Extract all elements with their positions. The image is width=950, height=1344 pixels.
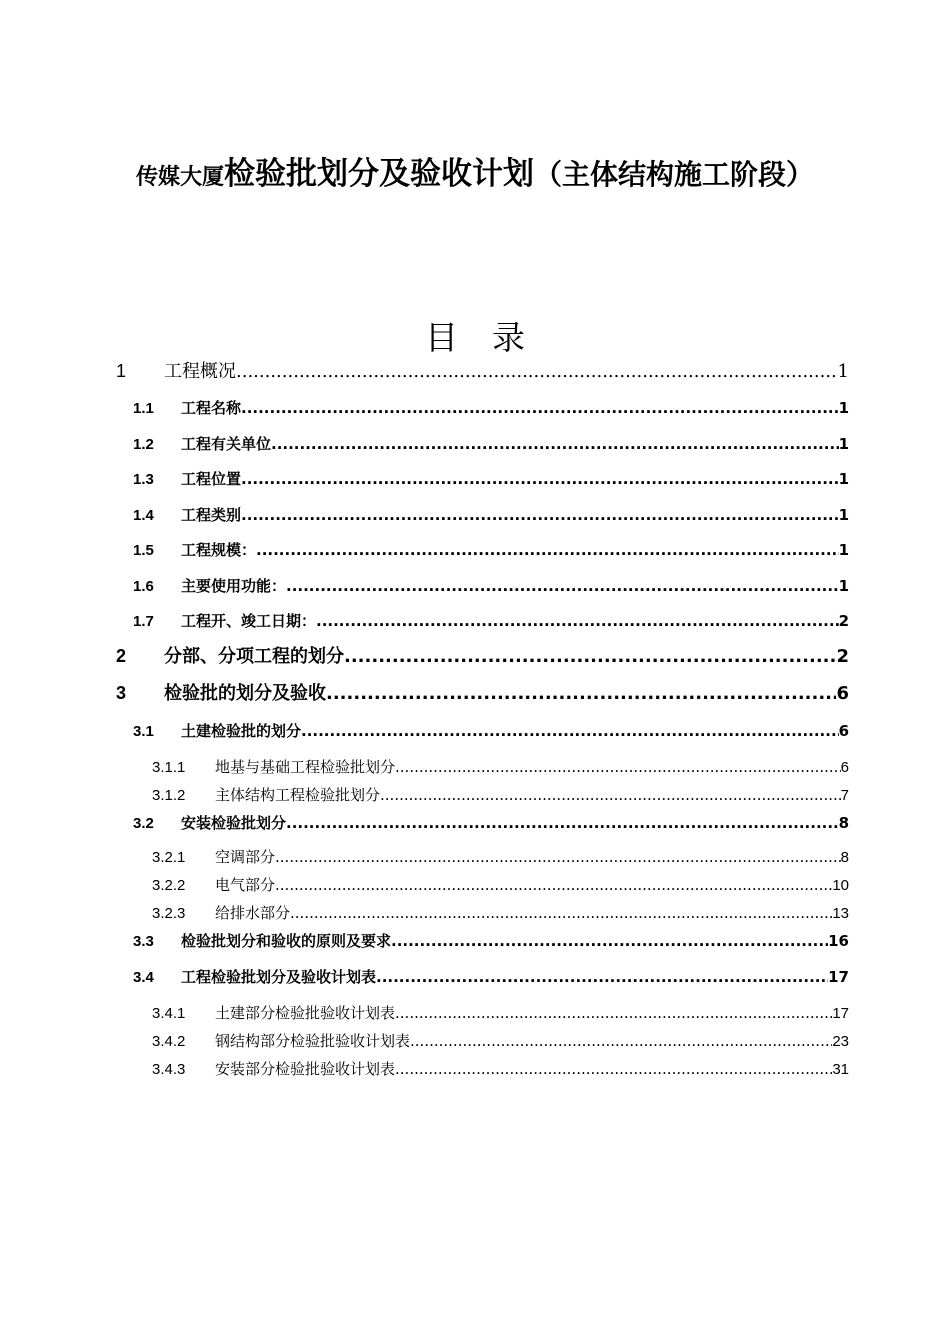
toc-entry-label: 工程类别 — [181, 506, 242, 524]
toc-entry-page: 6 — [840, 759, 849, 776]
toc-entry-label: 工程有关单位 — [181, 435, 272, 453]
toc-entry-label: 钢结构部分检验批验收计划表 — [215, 1032, 411, 1050]
toc-entry-number: 3.2.2 — [152, 877, 186, 894]
toc-entry[interactable] — [152, 786, 849, 805]
toc-entry-label: 电气部分 — [215, 876, 276, 894]
toc-entry[interactable] — [152, 1060, 849, 1079]
toc-entry-page: 8 — [840, 849, 849, 866]
toc-leader-dots — [301, 722, 839, 740]
toc-entry[interactable] — [152, 1032, 849, 1051]
toc-leader-dots — [271, 435, 839, 453]
toc-entry-number: 1.4 — [133, 507, 154, 524]
toc-entry-number: 3.1.1 — [152, 759, 186, 776]
toc-entry-label: 安装部分检验批验收计划表 — [215, 1060, 396, 1078]
toc-entry-page: 1 — [837, 361, 849, 382]
toc-leader-dots — [395, 1060, 832, 1078]
toc-leader-dots — [256, 541, 839, 559]
toc-entry-label: 检验批划分和验收的原则及要求 — [181, 932, 392, 950]
toc-entry-number: 1.7 — [133, 613, 154, 630]
toc-entry-number: 3.4.3 — [152, 1061, 186, 1078]
title-prefix: 传媒大厦 — [135, 164, 224, 190]
toc-entry[interactable] — [133, 932, 849, 951]
toc-entry-label: 主体结构工程检验批划分 — [215, 786, 381, 804]
toc-leader-dots — [286, 814, 839, 832]
toc-entry[interactable] — [116, 646, 849, 668]
toc-entry-number: 2 — [116, 646, 127, 666]
toc-entry[interactable] — [133, 435, 849, 454]
toc-leader-dots — [395, 758, 841, 776]
toc-entry-page: 6 — [838, 722, 849, 740]
toc-leader-dots — [241, 470, 839, 488]
toc-entry-page: 17 — [832, 1005, 849, 1022]
toc-entry-number: 1.5 — [133, 542, 154, 559]
toc-leader-dots — [376, 968, 828, 986]
toc-leader-dots — [275, 876, 832, 894]
toc-entry-label: 工程检验批划分及验收计划表 — [181, 968, 377, 986]
toc-entry-number: 3.2 — [133, 815, 154, 832]
toc-entry[interactable] — [133, 722, 849, 741]
toc-entry-label: 安装检验批划分 — [181, 814, 287, 832]
toc-entry-label: 地基与基础工程检验批划分 — [215, 758, 396, 776]
toc-entry[interactable] — [133, 968, 849, 987]
toc-leader-dots — [275, 848, 841, 866]
toc-entry[interactable] — [133, 506, 849, 525]
title-main: 检验批划分及验收计划 — [224, 156, 534, 192]
toc-entry-number: 3.4 — [133, 969, 154, 986]
toc-entry-number: 1.3 — [133, 471, 154, 488]
toc-leader-dots — [316, 612, 839, 630]
document-title — [100, 150, 850, 203]
toc-entry-page: 1 — [838, 399, 849, 417]
toc-leader-dots — [241, 506, 839, 524]
toc-entry[interactable] — [133, 399, 849, 418]
toc-entry-label: 工程名称 — [181, 399, 242, 417]
toc-entry[interactable] — [116, 683, 849, 705]
toc-entry-number: 1.6 — [133, 578, 154, 595]
toc-leader-dots — [290, 904, 832, 922]
toc-entry-number: 3.4.2 — [152, 1033, 186, 1050]
toc-entry[interactable] — [152, 758, 849, 777]
toc-leader-dots — [326, 683, 836, 705]
toc-entry-page: 1 — [838, 435, 849, 453]
toc-entry-label: 空调部分 — [215, 848, 276, 866]
toc-entry-number: 3.1.2 — [152, 787, 186, 804]
toc-entry[interactable] — [152, 1004, 849, 1023]
toc-entry-page: 2 — [836, 646, 849, 667]
title-suffix: （主体结构施工阶段） — [534, 158, 815, 191]
toc-heading: 目录 — [425, 318, 559, 357]
toc-entry[interactable] — [152, 876, 849, 895]
toc-entry-label: 给排水部分 — [215, 904, 291, 922]
toc-leader-dots — [391, 932, 828, 950]
toc-leader-dots — [380, 786, 841, 804]
toc-entry-page: 6 — [836, 683, 849, 704]
toc-entry[interactable] — [116, 361, 849, 383]
toc-entry-number: 1.2 — [133, 436, 154, 453]
toc-entry[interactable] — [152, 848, 849, 867]
toc-entry-page: 31 — [832, 1061, 849, 1078]
toc-entry-number: 3 — [116, 683, 127, 703]
toc-entry-page: 1 — [838, 470, 849, 488]
toc-entry-page: 1 — [838, 577, 849, 595]
toc-entry-label: 工程位置 — [181, 470, 242, 488]
toc-entry-page: 1 — [838, 506, 849, 524]
toc-leader-dots — [344, 646, 836, 668]
toc-entry-page: 10 — [832, 877, 849, 894]
toc-entry-label: 分部、分项工程的划分 — [164, 646, 344, 667]
toc-entry-number: 1 — [116, 361, 127, 381]
toc-entry-page: 17 — [828, 968, 849, 986]
toc-entry[interactable] — [133, 612, 849, 631]
toc-entry-label: 土建检验批的划分 — [181, 722, 302, 740]
toc-entry-label: 土建部分检验批验收计划表 — [215, 1004, 396, 1022]
toc-entry[interactable] — [133, 814, 849, 833]
toc-entry-number: 3.3 — [133, 933, 154, 950]
toc-leader-dots — [286, 577, 839, 595]
toc-entry-page: 13 — [832, 905, 849, 922]
toc-entry-page: 8 — [838, 814, 849, 832]
toc-entry-number: 3.2.1 — [152, 849, 186, 866]
toc-entry-label: 检验批的划分及验收 — [164, 683, 326, 704]
toc-entry-page: 23 — [832, 1033, 849, 1050]
toc-entry-number: 3.2.3 — [152, 905, 186, 922]
toc-entry[interactable] — [133, 577, 849, 596]
toc-entry[interactable] — [152, 904, 849, 923]
toc-entry-page: 1 — [838, 541, 849, 559]
toc-entry-page: 2 — [838, 612, 849, 630]
toc-entry-page: 7 — [840, 787, 849, 804]
toc-leader-dots — [395, 1004, 832, 1022]
toc-entry-label: 工程开、竣工日期： — [181, 612, 317, 630]
toc-entry-label: 主要使用功能： — [181, 577, 287, 595]
toc-leader-dots — [410, 1032, 832, 1050]
toc-entry-number: 3.1 — [133, 723, 154, 740]
toc-entry-label: 工程规模： — [181, 541, 257, 559]
toc-entry[interactable] — [133, 470, 849, 489]
toc-leader-dots — [241, 399, 839, 417]
toc-entry-number: 1.1 — [133, 400, 154, 417]
toc-entry[interactable] — [133, 541, 849, 560]
toc-leader-dots — [236, 361, 838, 383]
toc-entry-page: 16 — [828, 932, 849, 950]
toc-entry-label: 工程概况 — [164, 361, 236, 382]
toc-entry-number: 3.4.1 — [152, 1005, 186, 1022]
